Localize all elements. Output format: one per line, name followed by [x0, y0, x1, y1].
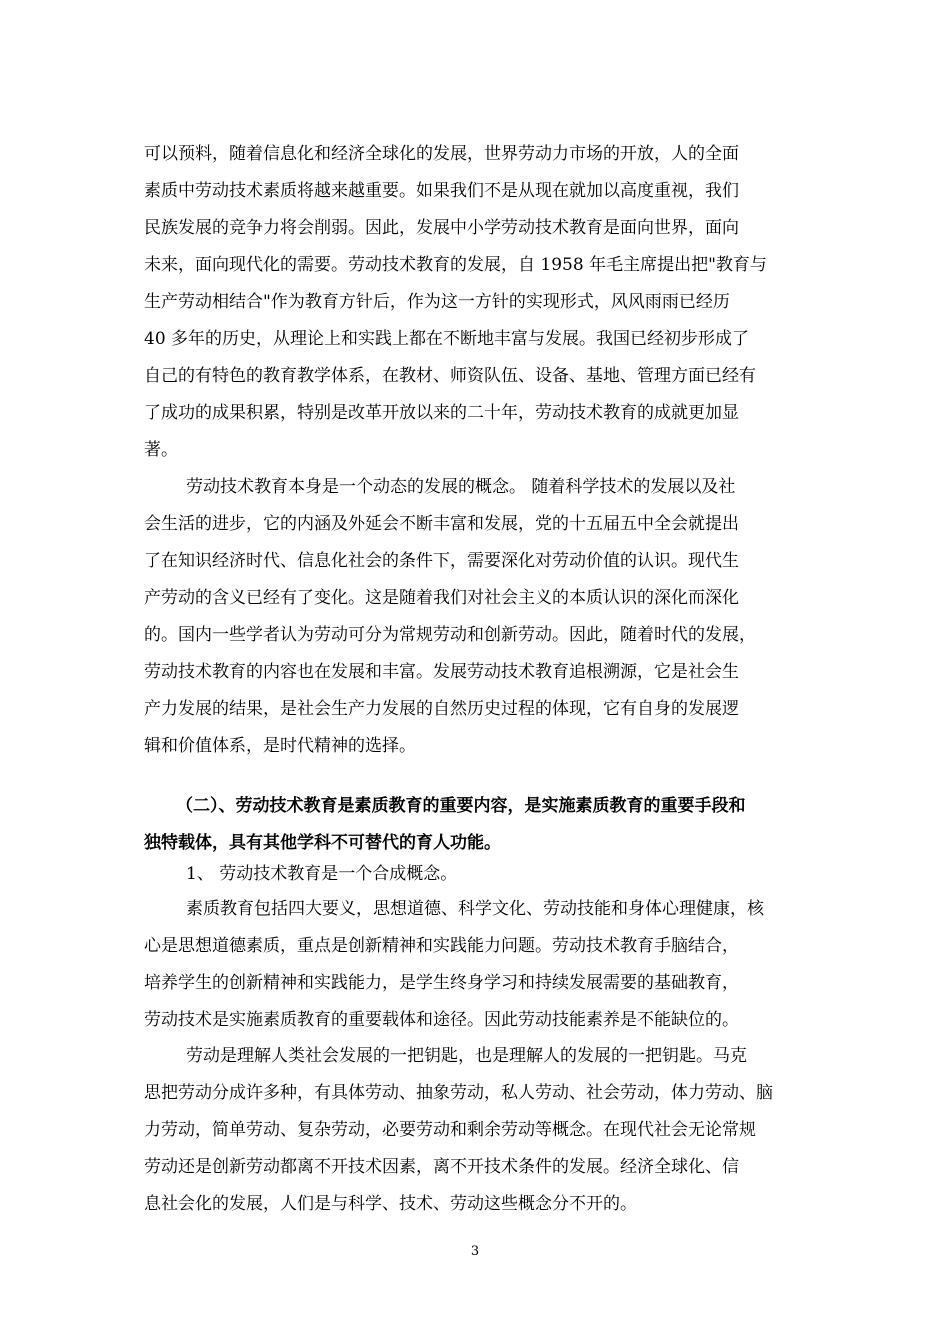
text-line: 产劳动的含义已经有了变化。这是随着我们对社会主义的本质认识的深化而深化 [144, 588, 739, 608]
paragraph-quality-education [144, 891, 810, 1039]
text-line: 可以预料，随着信息化和经济全球化的发展，世界劳动力市场的开放，人的全面 [144, 144, 739, 164]
text-line: 劳动技术教育本身是一个动态的发展的概念。 随着科学技术的发展以及社 [186, 477, 736, 497]
heading-line: （二）、劳动技术教育是素质教育的重要内容，是实施素质教育的重要手段和 [176, 796, 746, 816]
text-line: 民族发展的竞争力将会削弱。因此，发展中小学劳动技术教育是面向世界，面向 [144, 218, 739, 238]
paragraph-labor-key [144, 1038, 810, 1223]
text-line: 息社会化的发展，人们是与科学、技术、劳动这些概念分不开的。 [144, 1194, 637, 1214]
text-line: 会生活的进步，它的内涵及外延会不断丰富和发展，党的十五届五中全会就提出 [144, 514, 739, 534]
text-line: 产力发展的结果，是社会生产力发展的自然历史过程的体现，它有自身的发展逻 [144, 699, 739, 719]
paragraph-history [144, 136, 810, 469]
text-line: 辑和价值体系，是时代精神的选择。 [144, 736, 416, 756]
text-line: 劳动技术教育的内容也在发展和丰富。发展劳动技术教育追根溯源，它是社会生 [144, 662, 739, 682]
text-line: 培养学生的创新精神和实践能力，是学生终身学习和持续发展需要的基础教育， [144, 973, 739, 993]
page-number: 3 [470, 1244, 480, 1259]
text-line: 素质中劳动技术素质将越来越重要。如果我们不是从现在就加以高度重视，我们 [144, 181, 739, 201]
heading-line: 独特载体，具有其他学科不可替代的育人功能。 [144, 833, 501, 853]
subheading [144, 856, 810, 893]
text-line: 未来，面向现代化的需要。劳动技术教育的发展，自 1958 年毛主席提出把"教育与 [144, 255, 767, 275]
text-line: 思把劳动分成许多种，有具体劳动、抽象劳动，私人劳动、社会劳动，体力劳动、脑 [144, 1083, 773, 1103]
text-line: 著。 [144, 440, 178, 460]
text-line: 自己的有特色的教育教学体系，在教材、师资队伍、设备、基地、管理方面已经有 [144, 366, 756, 386]
subheading-line: 1、 劳动技术教育是一个合成概念。 [186, 864, 458, 884]
text-line: 劳动是理解人类社会发展的一把钥匙，也是理解人的发展的一把钥匙。马克 [186, 1046, 747, 1066]
text-line: 劳动还是创新劳动都离不开技术因素，离不开技术条件的发展。经济全球化、信 [144, 1157, 739, 1177]
text-line: 力劳动，简单劳动、复杂劳动，必要劳动和剩余劳动等概念。在现代社会无论常规 [144, 1120, 756, 1140]
text-line: 心是思想道德素质，重点是创新精神和实践能力问题。劳动技术教育手脑结合， [144, 936, 739, 956]
text-line: 劳动技术是实施素质教育的重要载体和途径。因此劳动技能素养是不能缺位的。 [144, 1010, 739, 1030]
text-line: 了在知识经济时代、信息化社会的条件下，需要深化对劳动价值的认识。现代生 [144, 551, 739, 571]
text-line: 素质教育包括四大要义，思想道德、科学文化、劳动技能和身体心理健康，核 [186, 899, 764, 919]
text-line: 了成功的成果积累，特别是改革开放以来的二十年，劳动技术教育的成就更加显 [144, 403, 739, 423]
text-line: 的。国内一些学者认为劳动可分为常规劳动和创新劳动。因此，随着时代的发展， [144, 625, 756, 645]
paragraph-dynamic-concept [144, 469, 810, 765]
text-line: 40 多年的历史，从理论上和实践上都在不断地丰富与发展。我国已经初步形成了 [144, 329, 750, 349]
section-heading [144, 788, 810, 862]
text-line: 生产劳动相结合"作为教育方针后，作为这一方针的实现形式，风风雨雨已经历 [144, 292, 730, 312]
